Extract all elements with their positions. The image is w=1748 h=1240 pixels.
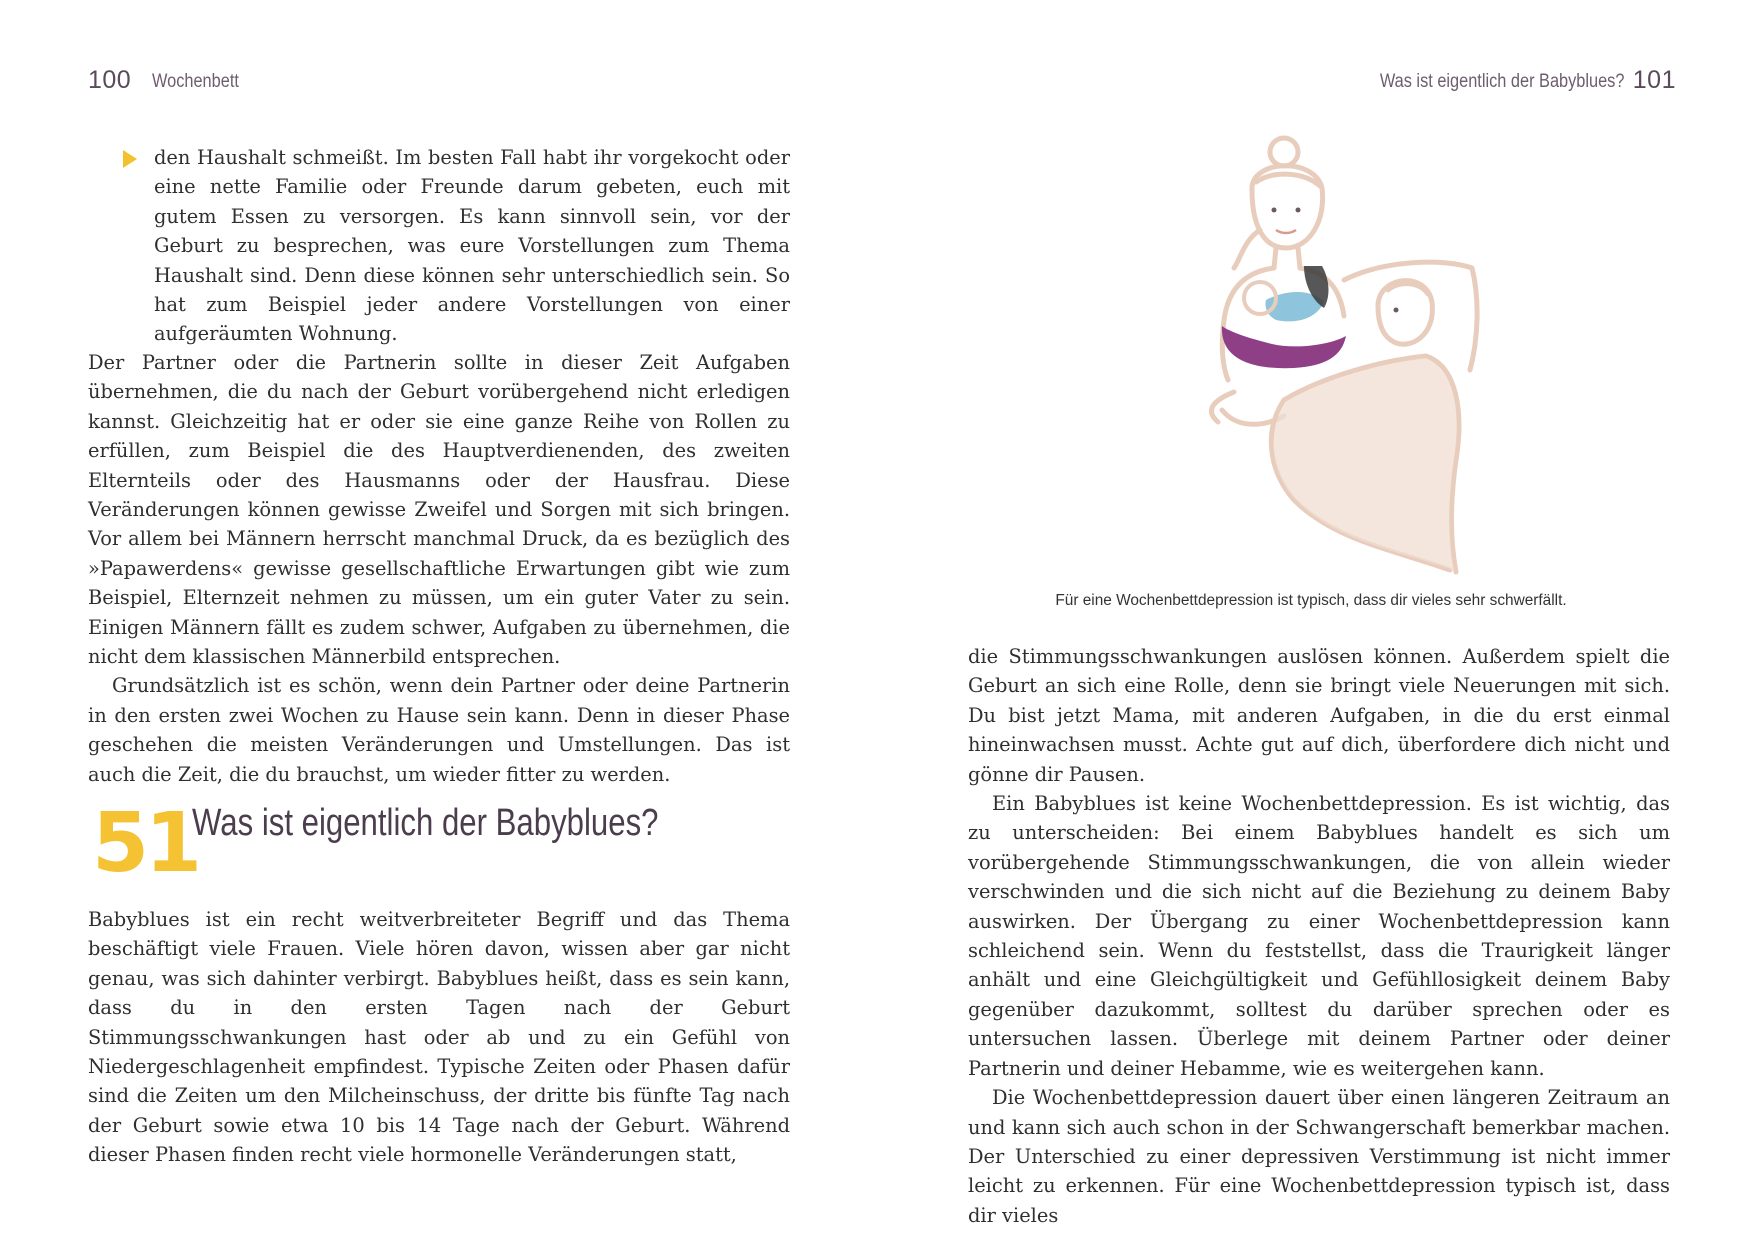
paragraph: Ein Babyblues ist keine Wochenbettdepression. Es ist wichtig, das zu unterscheiden: Bei einem Babyblues handelt es sich um vorübergehende Stimmungsschwankungen, die von allein wieder verschwinden und die sich nicht auf die Beziehung zu deinem Baby auswirken. Der Übergang zu einer Wochenbettdepression kann schleichend sein. Wenn du feststellst, dass die Traurigkeit länger anhält und eine Gleichgültigkeit und Gefühllosigkeit deinem Baby gegenüber dazukommt, solltest du darüber sprechen oder es untersuchen lassen. Überlege mit deinem Partner oder deiner Partnerin und deiner Hebamme, wie es weitergehen kann. [968,792,1670,1080]
paragraph: Grundsätzlich ist es schön, wenn dein Partner oder deine Partnerin in den ersten zwei Wochen zu Hause sein kann. Denn in dieser Phase geschehen die meisten Veränderungen und Umstellungen. Das ist auch die Zeit, die du brauchst, um wieder fitter zu werden. [88,674,790,786]
body-text [968,642,1670,1230]
running-header: Was ist eigentlich der Babyblues? [1379,71,1624,92]
paragraph: Die Wochenbettdepression dauert über einen längeren Zeitraum an und kann sich auch schon in der Schwangerschaft bemerkbar machen. Der Unterschied zu einer depressiven Verstimmung ist nicht immer leicht zu erkennen. Für eine Wochenbettdepression typisch ist, dass dir vieles [968,1086,1670,1227]
paragraph: Der Partner oder die Partnerin sollte in dieser Zeit Aufgaben übernehmen, die du nach der Geburt vorübergehend nicht erledigen kannst. Gleichzeitig hat er oder sie eine ganze Reihe von Rollen zu erfüllen, zum Beispiel die des Hauptverdienenden, des zweiten Elternteils oder des Hausmanns oder der Hausfrau. Diese Veränderungen können gewisse Zweifel und Sorgen mit sich bringen. Vor allem bei Männern herrscht manchmal Druck, da es bezüglich des »Papawerdens« gewisse gesellschaftliche Erwartungen gibt wie zum Beispiel, Elternzeit nehmen zu müssen, um ein guter Vater zu sein. Einigen Männern fällt es zudem schwer, Aufgaben zu übernehmen, die nicht dem klassischen Männerbild entsprechen. [88,351,790,669]
right-page [874,0,1748,1240]
page-number: 100 [88,66,132,94]
illustration-drawing [1164,130,1514,580]
paragraph: die Stimmungsschwankungen auslösen können. Außerdem spielt die Geburt an sich eine Rolle, denn sie bringt viele Neuerungen mit sich. Du bist jetzt Mama, mit anderen Aufgaben, in die du erst einmal hineinwachsen musst. Achte gut auf dich, überfordere dich nicht und gönne dir Pausen. [968,645,1670,786]
figure-caption: Für eine Wochenbettdepression ist typisch, dass dir vieles sehr schwerfällt. [1055,592,1567,609]
page-number: 101 [1632,66,1676,94]
nursing-pillow-shape [1222,326,1346,368]
bullet-paragraph: den Haushalt schmeißt. Im besten Fall habt ihr vorgekocht oder eine nette Familie oder Freunde darum gebeten, euch mit gutem Essen zu versorgen. Es kann sinnvoll sein, vor der Geburt zu besprechen, was eure Vorstellungen zum Thema Haushalt sind. Denn diese können sehr unterschiedlich sein. So hat zum Beispiel jeder andere Vorstellungen von einer aufgeräumten Wohnung. [154,146,790,346]
section-number: 51 [92,796,199,891]
section-title: Was ist eigentlich der Babyblues? [192,802,659,844]
section-body-text [88,905,790,1170]
body-text [88,348,790,789]
paragraph: Babyblues ist ein recht weitverbreiteter Begriff und das Thema beschäftigt viele Frauen. Viele hören davon, wissen aber gar nicht genau, was sich dahinter verbirgt. Babyblues heißt, dass es sein kann, dass du in den ersten Tagen nach der Geburt Stimmungsschwankungen hast oder ab und zu ein Gefühl von Niedergeschlagenheit empfindest. Typische Zeiten oder Phasen dafür sind die Zeiten um den Milcheinschuss, der dritte bis fünfte Tag nach der Geburt sowie etwa 10 bis 14 Tage nach der Geburt. Während dieser Phasen finden recht viele hormonelle Veränderungen statt, [88,908,790,1167]
yellow-triangle-bullet-icon [123,150,137,168]
running-header: Wochenbett [152,71,239,92]
bullet-paragraph-block [154,143,790,349]
illustration-mother-breastfeeding-with-partner [1164,130,1514,580]
